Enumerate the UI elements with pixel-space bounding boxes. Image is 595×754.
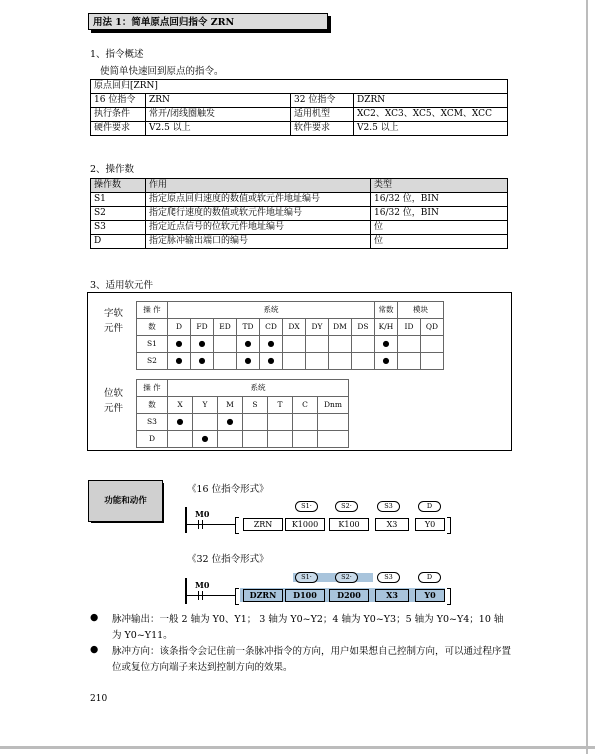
table-cell bbox=[283, 353, 306, 370]
supported-dot-icon bbox=[260, 336, 283, 353]
page-edge-right bbox=[586, 0, 588, 754]
power-rail bbox=[185, 507, 187, 533]
table-row bbox=[137, 414, 349, 431]
table-cell bbox=[193, 414, 218, 431]
table-cell bbox=[398, 353, 421, 370]
column-header: Y bbox=[193, 397, 218, 414]
table-row: S3 指定近点信号的位软元件地址编号 位 bbox=[91, 221, 508, 235]
column-header: QD bbox=[421, 319, 444, 336]
column-header: D bbox=[168, 319, 191, 336]
page-title: 用法 1：简单原点回归指令 ZRN bbox=[88, 13, 328, 30]
function-label: 功能和动作 bbox=[88, 480, 163, 522]
column-header: ID bbox=[398, 319, 421, 336]
bullet-icon: ● bbox=[90, 612, 99, 623]
supported-dot-icon bbox=[168, 414, 193, 431]
supported-dot-icon bbox=[191, 336, 214, 353]
table-cell bbox=[421, 353, 444, 370]
instruction-bracket bbox=[235, 517, 239, 534]
section-heading-operands: 2、操作数 bbox=[90, 164, 135, 175]
supported-dot-icon bbox=[168, 336, 191, 353]
instruction-operand-cell: K1000 bbox=[285, 518, 325, 531]
form32-heading: 《32 位指令形式》 bbox=[187, 554, 269, 565]
bullet-icon: ● bbox=[90, 644, 99, 655]
operand-tag-icon: D bbox=[418, 572, 441, 583]
rung-wire bbox=[185, 524, 235, 525]
table-row: S2 指定爬行速度的数值或软元件地址编号 16/32 位，BIN bbox=[91, 207, 508, 221]
instruction-operand-cell: Y0 bbox=[415, 518, 445, 531]
instruction-operand-cell: X3 bbox=[375, 518, 409, 531]
table-cell bbox=[214, 353, 237, 370]
ladder-diagram-32 bbox=[185, 568, 455, 608]
supported-dot-icon bbox=[191, 353, 214, 370]
table-cell bbox=[352, 336, 375, 353]
column-header: DX bbox=[283, 319, 306, 336]
instruction-bracket bbox=[447, 517, 451, 534]
table-row bbox=[137, 353, 444, 370]
power-rail bbox=[185, 578, 187, 604]
table-row: S1 指定原点回归速度的数值或软元件地址编号 16/32 位，BIN bbox=[91, 193, 508, 207]
table-header-row bbox=[137, 397, 349, 414]
instruction-operand-cell: Y0 bbox=[415, 589, 445, 602]
table-row: 执行条件 常开/闭线圈触发 适用机型 XC2、XC3、XC5、XCM、XCC bbox=[91, 108, 508, 122]
table-cell bbox=[306, 353, 329, 370]
page-number: 210 bbox=[90, 694, 108, 704]
table-cell bbox=[352, 353, 375, 370]
column-header: DS bbox=[352, 319, 375, 336]
table-cell bbox=[398, 336, 421, 353]
bit-element-label: 位软 元件 bbox=[104, 388, 124, 414]
column-header: S bbox=[243, 397, 268, 414]
operand-tag-icon: S2· bbox=[335, 572, 358, 583]
operand-label: S3 bbox=[137, 414, 168, 431]
operand-tag-icon: S2· bbox=[335, 501, 358, 512]
contact-symbol bbox=[202, 520, 203, 529]
table-cell bbox=[421, 336, 444, 353]
word-element-table: 操 作 系统 常数 模块 数 D FD ED TD CD DX DY DM DS K/H ID QD S1 ● ● ● ● ● S2 ● ● ● ● ● bbox=[136, 301, 444, 370]
instruction-operand-cell: DZRN bbox=[243, 589, 283, 602]
table-cell bbox=[283, 336, 306, 353]
instruction-operand-cell: D100 bbox=[285, 589, 325, 602]
instruction-overview-table bbox=[90, 79, 508, 136]
table-cell bbox=[306, 336, 329, 353]
column-header: M bbox=[218, 397, 243, 414]
word-element-label: 字软 元件 bbox=[104, 308, 124, 334]
supported-dot-icon bbox=[375, 353, 398, 370]
column-header: TD bbox=[237, 319, 260, 336]
operand-tag-icon: S3 bbox=[377, 572, 400, 583]
table-cell bbox=[243, 431, 268, 448]
column-header: ED bbox=[214, 319, 237, 336]
form16-heading: 《16 位指令形式》 bbox=[187, 484, 269, 495]
ladder-diagram-16 bbox=[185, 497, 455, 537]
table-cell bbox=[293, 431, 318, 448]
contact-symbol bbox=[198, 520, 199, 529]
column-header: 数 bbox=[137, 319, 168, 336]
page-edge-bottom bbox=[0, 746, 595, 749]
table-cell bbox=[293, 414, 318, 431]
table-cell bbox=[268, 414, 293, 431]
operand-tag-icon: D bbox=[418, 501, 441, 512]
column-header: C bbox=[293, 397, 318, 414]
operand-tag-icon: S3 bbox=[377, 501, 400, 512]
supported-dot-icon bbox=[168, 353, 191, 370]
column-header: X bbox=[168, 397, 193, 414]
operand-tag-icon: S1· bbox=[295, 501, 318, 512]
column-header: CD bbox=[260, 319, 283, 336]
bullet-pulse-output: 脉冲输出：一般 2 轴为 Y0、Y1； 3 轴为 Y0~Y2；4 轴为 Y0~Y3；5 轴为 Y0~Y4；10 轴为 Y0~Y11。 bbox=[112, 614, 504, 641]
contact-label: M0 bbox=[195, 509, 210, 519]
column-header: DM bbox=[329, 319, 352, 336]
instruction-operand-cell: X3 bbox=[375, 589, 409, 602]
bullet-pulse-direction: 脉冲方向：该条指令会记住前一条脉冲指令的方向，用户如果想自己控制方向，可以通过程序置位或复位方向端子来达到控制方向的效果。 bbox=[112, 646, 512, 673]
overview-description: 使简单快速回到原点的指令。 bbox=[100, 66, 224, 77]
table-cell bbox=[329, 353, 352, 370]
bit-element-table: 操 作 系统 数 X Y M S T C Dnm S3 ● ● D ● bbox=[136, 379, 349, 448]
column-header: Dnm bbox=[318, 397, 349, 414]
table-cell bbox=[318, 431, 349, 448]
instruction-operand-cell: D200 bbox=[329, 589, 369, 602]
instruction-operand-cell: K100 bbox=[329, 518, 369, 531]
instruction-bracket bbox=[447, 588, 451, 605]
contact-symbol bbox=[202, 591, 203, 600]
section-heading-elements: 3、适用软元件 bbox=[90, 280, 154, 291]
table-cell bbox=[318, 414, 349, 431]
supported-dot-icon bbox=[193, 431, 218, 448]
operand-label: S1 bbox=[137, 336, 168, 353]
table-row: 硬件要求 V2.5 以上 软件要求 V2.5 以上 bbox=[91, 122, 508, 136]
column-header: K/H bbox=[375, 319, 398, 336]
rung-wire bbox=[185, 595, 235, 596]
table-row: D 指定脉冲输出端口的编号 位 bbox=[91, 235, 508, 249]
table-header-row bbox=[137, 319, 444, 336]
table-cell bbox=[268, 431, 293, 448]
operand-label: S2 bbox=[137, 353, 168, 370]
table-header-row: 操作数 作用 类型 bbox=[91, 179, 508, 193]
instruction-operand-cell: ZRN bbox=[243, 518, 283, 531]
table-row: 16 位指令 ZRN 32 位指令 DZRN bbox=[91, 94, 508, 108]
supported-dot-icon bbox=[260, 353, 283, 370]
supported-dot-icon bbox=[237, 336, 260, 353]
table-cell bbox=[168, 431, 193, 448]
operand-tag-icon: S1· bbox=[295, 572, 318, 583]
table-row bbox=[137, 336, 444, 353]
table-cell bbox=[214, 336, 237, 353]
operands-table bbox=[90, 178, 508, 249]
supported-dot-icon bbox=[375, 336, 398, 353]
supported-dot-icon bbox=[218, 414, 243, 431]
contact-symbol bbox=[198, 591, 199, 600]
supported-dot-icon bbox=[237, 353, 260, 370]
column-header: 数 bbox=[137, 397, 168, 414]
instruction-bracket bbox=[235, 588, 239, 605]
table-header-cell: 原点回归[ZRN] bbox=[91, 80, 508, 94]
column-header: T bbox=[268, 397, 293, 414]
column-header: DY bbox=[306, 319, 329, 336]
table-cell bbox=[218, 431, 243, 448]
section-heading-overview: 1、指令概述 bbox=[90, 49, 144, 60]
table-cell bbox=[243, 414, 268, 431]
column-header: FD bbox=[191, 319, 214, 336]
contact-label: M0 bbox=[195, 580, 210, 590]
table-cell bbox=[329, 336, 352, 353]
operand-label: D bbox=[137, 431, 168, 448]
table-row bbox=[137, 431, 349, 448]
